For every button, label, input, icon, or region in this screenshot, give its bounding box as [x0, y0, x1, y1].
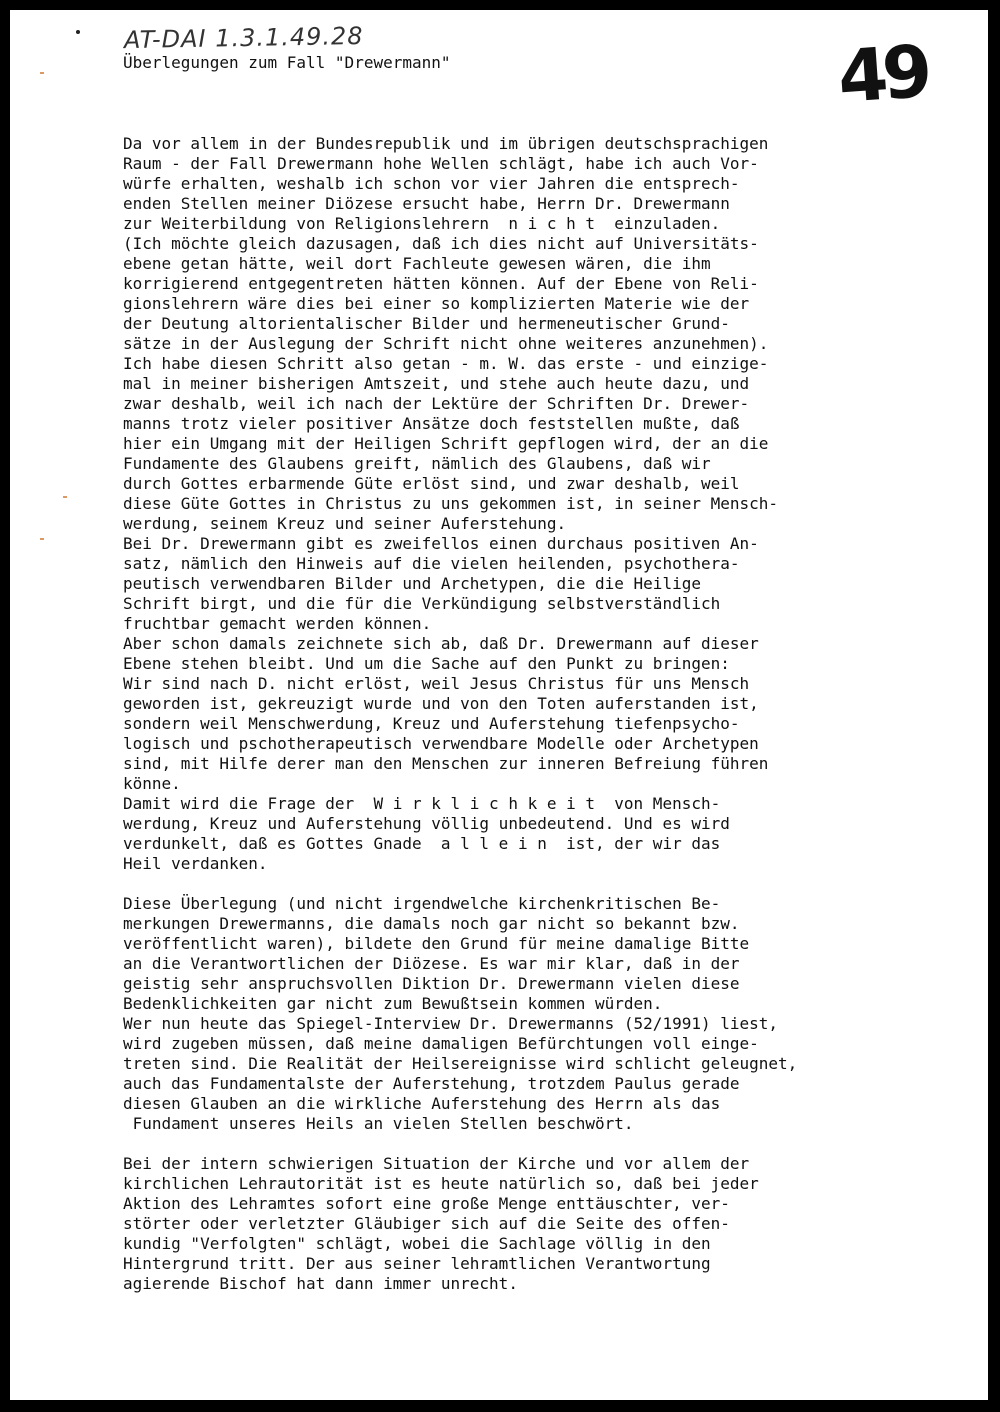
text-line: an die Verantwortlichen der Diözese. Es war mir klar, daß in der — [123, 954, 740, 973]
text-line: manns trotz vieler positiver Ansätze doch feststellen mußte, daß — [123, 414, 740, 433]
text-line: störter oder verletzter Gläubiger sich auf die Seite des offen- — [123, 1214, 730, 1233]
ink-mark — [40, 72, 44, 74]
text-line: werdung, Kreuz und Auferstehung völlig unbedeutend. Und es wird — [123, 814, 730, 833]
ink-dot — [76, 30, 80, 34]
text-line: diese Güte Gottes in Christus zu uns gekommen ist, in seiner Mensch- — [123, 494, 779, 513]
text-line: ebene getan hätte, weil dort Fachleute gewesen wären, die ihm — [123, 254, 711, 273]
handwritten-page-number: 49 — [835, 29, 930, 119]
text-line: Bei Dr. Drewermann gibt es zweifellos einen durchaus positiven An- — [123, 534, 759, 553]
text-line: Raum - der Fall Drewermann hohe Wellen schlägt, habe ich auch Vor- — [123, 154, 759, 173]
text-line: Fundament unseres Heils an vielen Stellen beschwört. — [123, 1114, 634, 1133]
text-line: Diese Überlegung (und nicht irgendwelche kirchenkritischen Be- — [123, 894, 721, 913]
paragraph-gap — [123, 874, 797, 894]
text-line: Da vor allem in der Bundesrepublik und im übrigen deutschsprachigen — [123, 134, 769, 153]
text-line: fruchtbar gemacht werden können. — [123, 614, 432, 633]
text-line: treten sind. Die Realität der Heilsereignisse wird schlicht geleugnet, — [123, 1054, 798, 1073]
text-line: geworden ist, gekreuzigt wurde und von den Toten auferstanden ist, — [123, 694, 759, 713]
text-line: der Deutung altorientalischer Bilder und hermeneutischer Grund- — [123, 314, 730, 333]
text-line: verdunkelt, daß es Gottes Gnade a l l e i n ist, der wir das — [123, 834, 721, 853]
document-page — [10, 10, 988, 1400]
text-line: logisch und pschotherapeutisch verwendbare Modelle oder Archetypen — [123, 734, 759, 753]
text-line: Bei der intern schwierigen Situation der Kirche und vor allem der — [123, 1154, 750, 1173]
text-line: Wir sind nach D. nicht erlöst, weil Jesus Christus für uns Mensch — [123, 674, 750, 693]
text-line: veröffentlicht waren), bildete den Grund für meine damalige Bitte — [123, 934, 750, 953]
text-line: enden Stellen meiner Diözese ersucht habe, Herrn Dr. Drewermann — [123, 194, 730, 213]
text-line: agierende Bischof hat dann immer unrecht. — [123, 1274, 518, 1293]
text-line: geistig sehr anspruchsvollen Diktion Dr. Drewermann vielen diese — [123, 974, 740, 993]
text-line: hier ein Umgang mit der Heiligen Schrift gepflogen wird, der an die — [123, 434, 769, 453]
text-line: peutisch verwendbaren Bilder und Archetypen, die die Heilige — [123, 574, 701, 593]
text-line: sondern weil Menschwerdung, Kreuz und Auferstehung tiefenpsycho- — [123, 714, 740, 733]
text-line: mal in meiner bisherigen Amtszeit, und stehe auch heute dazu, und — [123, 374, 750, 393]
ink-mark — [40, 538, 44, 540]
text-line: Ich habe diesen Schritt also getan - m. W. das erste - und einzige- — [123, 354, 769, 373]
text-line: sind, mit Hilfe derer man den Menschen zur inneren Befreiung führen — [123, 754, 769, 773]
text-line: Fundamente des Glaubens greift, nämlich des Glaubens, daß wir — [123, 454, 711, 473]
text-line: Aktion des Lehramtes sofort eine große Menge enttäuschter, ver- — [123, 1194, 730, 1213]
text-line: satz, nämlich den Hinweis auf die vielen heilenden, psychothera- — [123, 554, 740, 573]
text-line: kirchlichen Lehrautorität ist es heute natürlich so, daß bei jeder — [123, 1174, 759, 1193]
paragraph-gap — [123, 1134, 797, 1154]
text-line: merkungen Drewermanns, die damals noch gar nicht so bekannt bzw. — [123, 914, 740, 933]
text-line: kundig "Verfolgten" schlägt, wobei die Sachlage völlig in den — [123, 1234, 711, 1253]
text-line: wird zugeben müssen, daß meine damaligen Befürchtungen voll einge- — [123, 1034, 759, 1053]
text-line: Hintergrund tritt. Der aus seiner lehramtlichen Verantwortung — [123, 1254, 711, 1273]
text-line: Heil verdanken. — [123, 854, 268, 873]
document-body — [123, 134, 797, 1294]
text-line: Bedenklichkeiten gar nicht zum Bewußtsein kommen würden. — [123, 994, 663, 1013]
text-line: könne. — [123, 774, 181, 793]
text-line: (Ich möchte gleich dazusagen, daß ich dies nicht auf Universitäts- — [123, 234, 759, 253]
text-line: zwar deshalb, weil ich nach der Lektüre der Schriften Dr. Drewer- — [123, 394, 750, 413]
text-line: Wer nun heute das Spiegel-Interview Dr. Drewermanns (52/1991) liest, — [123, 1014, 779, 1033]
text-line: Damit wird die Frage der W i r k l i c h k e i t von Mensch- — [123, 794, 721, 813]
text-line: auch das Fundamentalste der Auferstehung, trotzdem Paulus gerade — [123, 1074, 740, 1093]
text-line: werdung, seinem Kreuz und seiner Auferstehung. — [123, 514, 567, 533]
text-line: durch Gottes erbarmende Güte erlöst sind, und zwar deshalb, weil — [123, 474, 740, 493]
text-line: korrigierend entgegentreten hätten können. Auf der Ebene von Reli- — [123, 274, 759, 293]
archive-signature: AT-DAI 1.3.1.49.28 — [123, 21, 364, 55]
text-line: sätze in der Auslegung der Schrift nicht ohne weiteres anzunehmen). — [123, 334, 769, 353]
text-line: würfe erhalten, weshalb ich schon vor vier Jahren die entsprech- — [123, 174, 740, 193]
text-line: diesen Glauben an die wirkliche Auferstehung des Herrn als das — [123, 1094, 721, 1113]
text-line: zur Weiterbildung von Religionslehrern n i c h t einzuladen. — [123, 214, 721, 233]
text-line: Aber schon damals zeichnete sich ab, daß Dr. Drewermann auf dieser — [123, 634, 759, 653]
document-title: Überlegungen zum Fall "Drewermann" — [123, 53, 451, 72]
text-line: gionslehrern wäre dies bei einer so komplizierten Materie wie der — [123, 294, 750, 313]
text-line: Ebene stehen bleibt. Und um die Sache auf den Punkt zu bringen: — [123, 654, 730, 673]
text-line: Schrift birgt, und die für die Verkündigung selbstverständlich — [123, 594, 721, 613]
ink-mark — [63, 496, 67, 498]
